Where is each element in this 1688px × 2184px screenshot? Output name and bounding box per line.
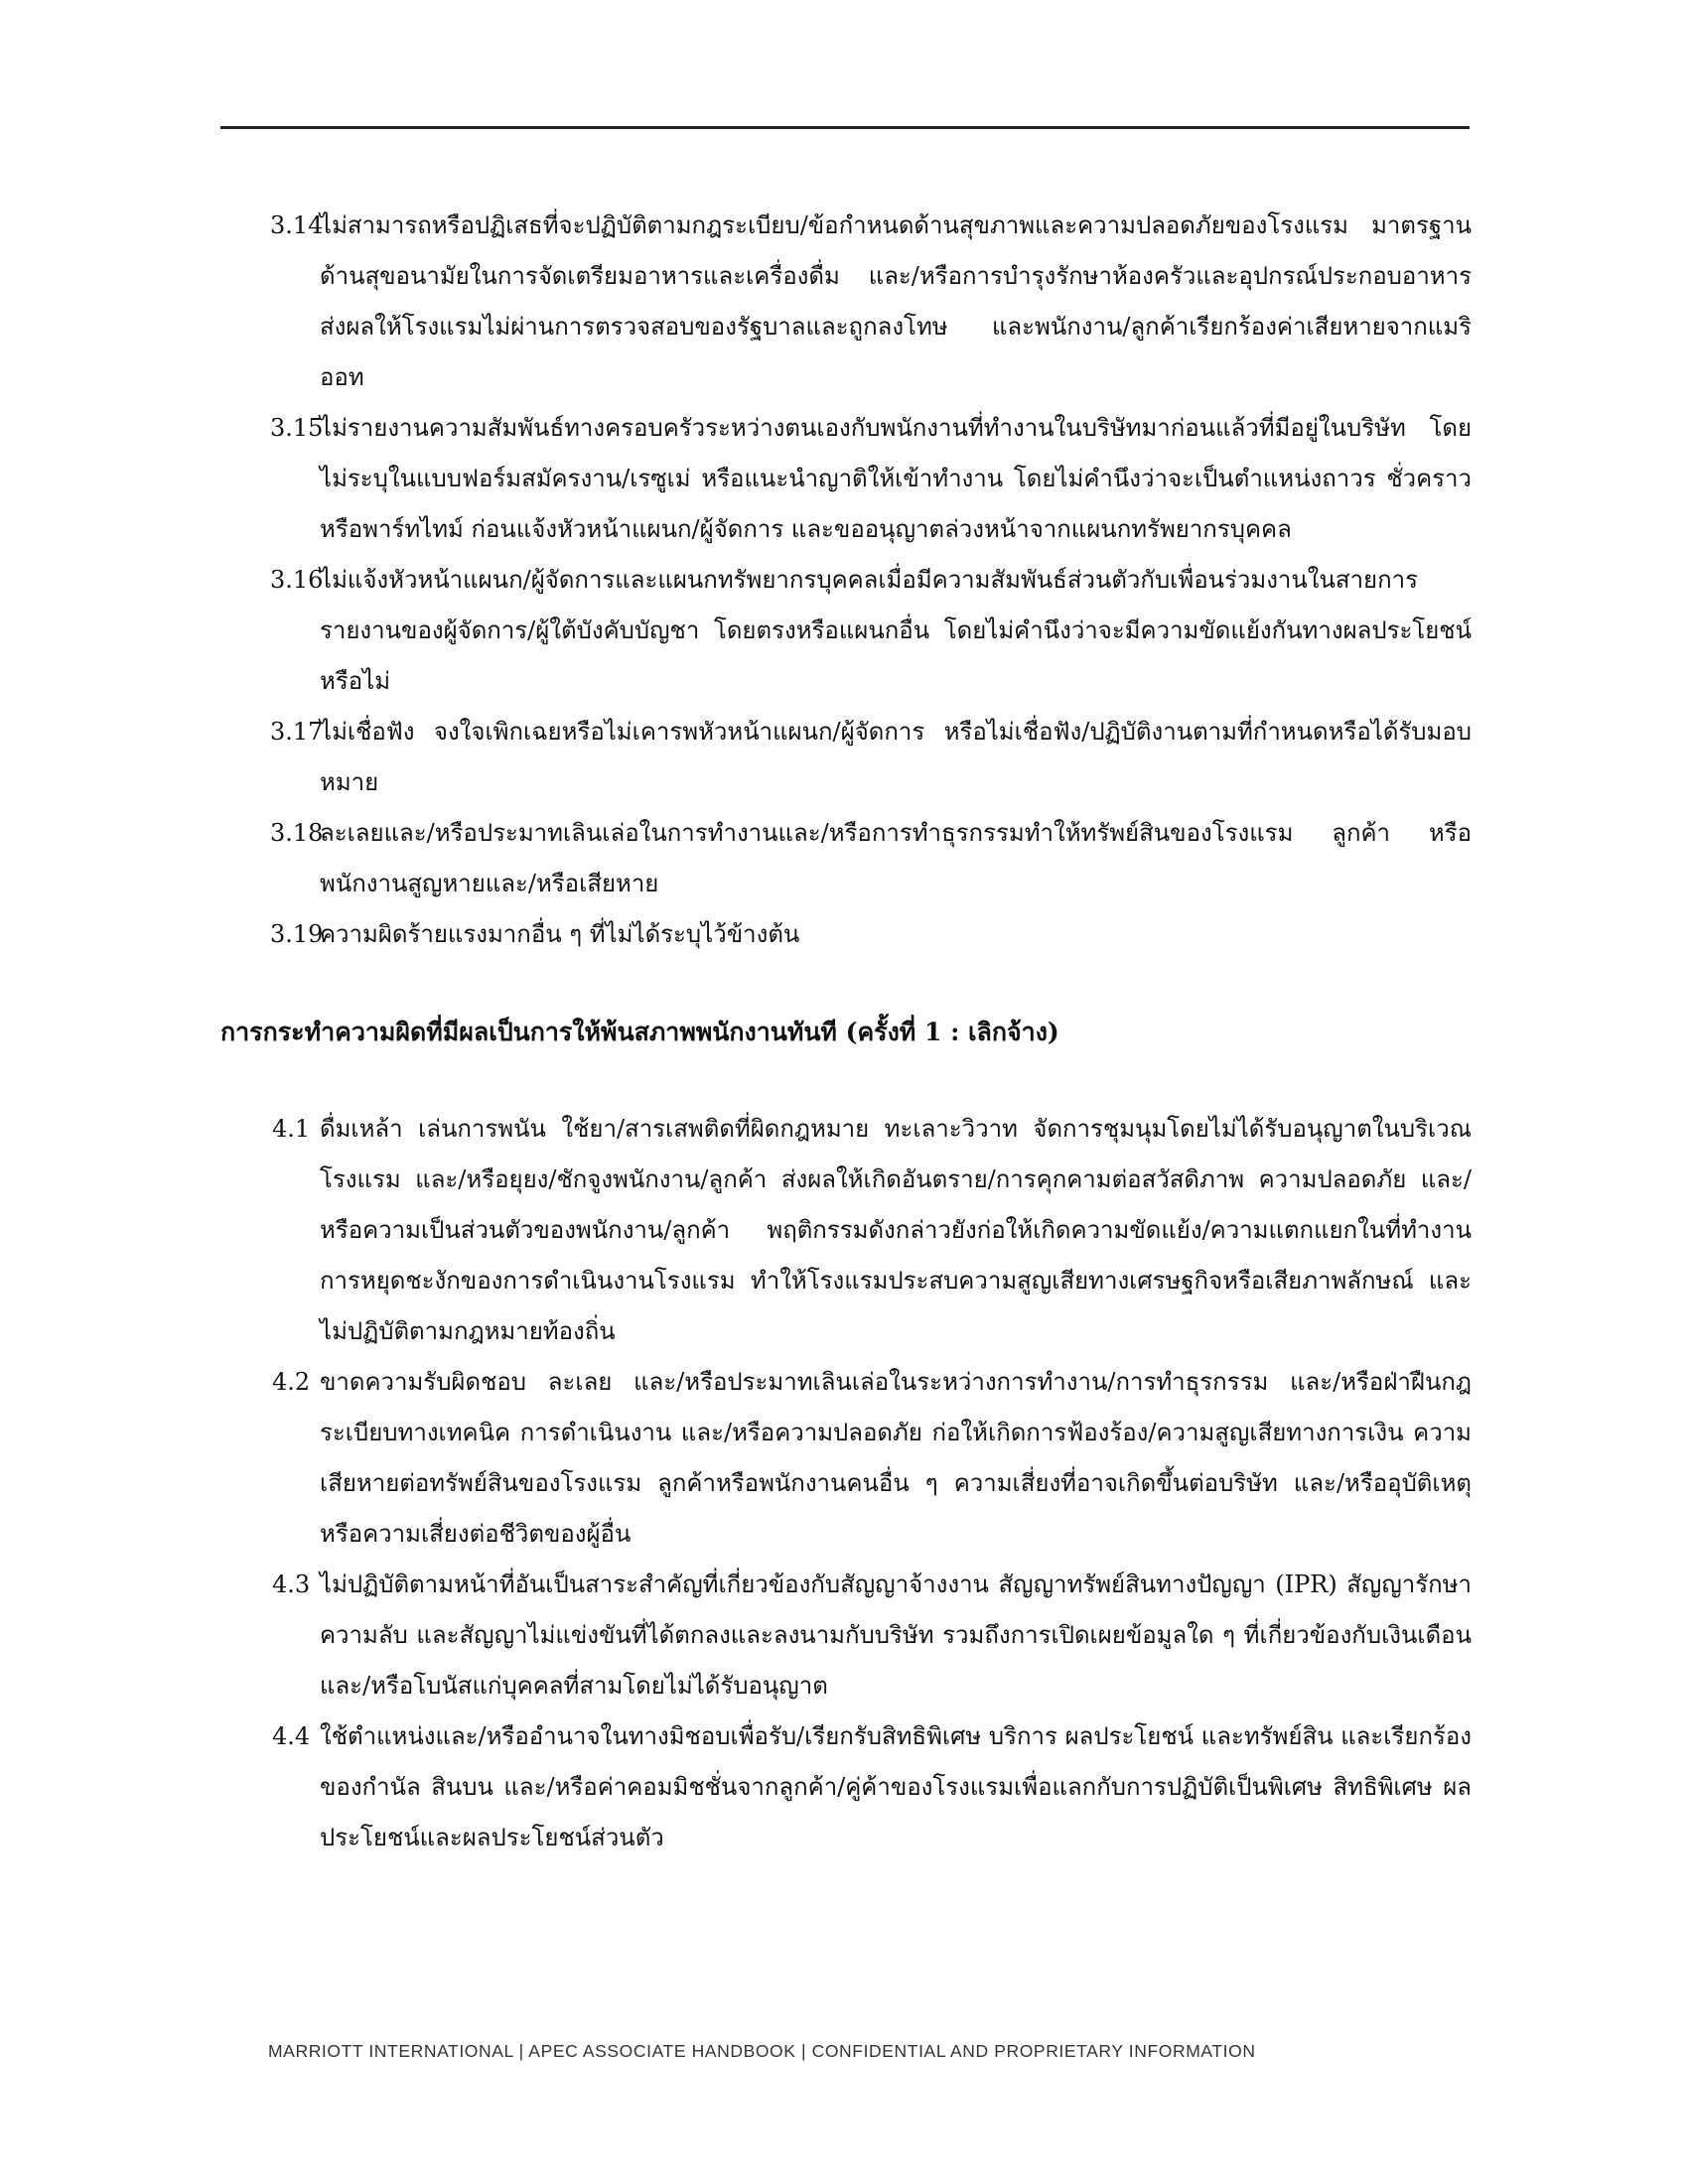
list-item (220, 201, 1472, 403)
item-text: ไม่สามารถหรือปฏิเสธที่จะปฏิบัติตามกฎระเบียบ/ข้อกำหนดด้านสุขภาพและความปลอดภัยของโรงแรม มาตรฐานด้านสุขอนามัยในการจัดเตรียมอาหารและเครื่องดื่ม และ/หรือการบำรุงรักษาห้องครัวและอุปกรณ์ประกอบอาหาร ส่งผลให้โรงแรมไม่ผ่านการตรวจสอบของรัฐบาลและถูกลงโทษ และพนักงาน/ลูกค้าเรียกร้องค่าเสียหายจากแมริออท (320, 211, 1472, 391)
item-number: 3.18 (270, 819, 324, 847)
list-item (220, 1104, 1472, 1357)
item-number: 3.15 (270, 414, 324, 442)
item-number: 3.16 (270, 566, 324, 594)
document-body (220, 201, 1472, 1863)
list-item (220, 1560, 1472, 1711)
list-item (220, 707, 1472, 808)
item-text: ขาดความรับผิดชอบ ละเลย และ/หรือประมาทเลินเล่อในระหว่างการทำงาน/การทำธุรกรรม และ/หรือฝ่าฝืนกฎระเบียบทางเทคนิค การดำเนินงาน และ/หรือความปลอดภัย ก่อให้เกิดการฟ้องร้อง/ความสูญเสียทางการเงิน ความเสียหายต่อทรัพย์สินของโรงแรม ลูกค้าหรือพนักงานคนอื่น ๆ ความเสี่ยงที่อาจเกิดขึ้นต่อบริษัท และ/หรืออุบัติเหตุ หรือความเสี่ยงต่อชีวิตของผู้อื่น (320, 1368, 1472, 1548)
item-text: ไม่เชื่อฟัง จงใจเพิกเฉยหรือไม่เคารพหัวหน้าแผนก/ผู้จัดการ หรือไม่เชื่อฟัง/ปฏิบัติงานตามที่กำหนดหรือได้รับมอบหมาย (320, 718, 1472, 796)
list-item (220, 808, 1472, 909)
item-number: 3.19 (270, 920, 324, 948)
item-number: 4.2 (272, 1368, 311, 1396)
item-text: ไม่แจ้งหัวหน้าแผนก/ผู้จัดการและแผนกทรัพยากรบุคคลเมื่อมีความสัมพันธ์ส่วนตัวกับเพื่อนร่วมงานในสายการรายงานของผู้จัดการ/ผู้ใต้บังคับบัญชา โดยตรงหรือแผนกอื่น โดยไม่คำนึงว่าจะมีความขัดแย้งกันทางผลประโยชน์หรือไม่ (320, 566, 1472, 695)
header-rule (220, 126, 1470, 129)
item-number: 3.17 (270, 718, 324, 746)
item-number: 4.1 (272, 1115, 311, 1143)
item-text: ไม่รายงานความสัมพันธ์ทางครอบครัวระหว่างตนเองกับพนักงานที่ทำงานในบริษัทมาก่อนแล้วที่มีอยู่ในบริษัท โดยไม่ระบุในแบบฟอร์มสมัครงาน/เรซูเม่ หรือแนะนำญาติให้เข้าทำงาน โดยไม่คำนึงว่าจะเป็นตำแหน่งถาวร ชั่วคราว หรือพาร์ทไทม์ ก่อนแจ้งหัวหน้าแผนก/ผู้จัดการ และขออนุญาตล่วงหน้าจากแผนกทรัพยากรบุคคล (320, 414, 1472, 543)
item-number: 4.4 (272, 1722, 311, 1750)
item-text: ดื่มเหล้า เล่นการพนัน ใช้ยา/สารเสพติดที่ผิดกฎหมาย ทะเลาะวิวาท จัดการชุมนุมโดยไม่ได้รับอนุญาตในบริเวณโรงแรม และ/หรือยุยง/ชักจูงพนักงาน/ลูกค้า ส่งผลให้เกิดอันตราย/การคุกคามต่อสวัสดิภาพ ความปลอดภัย และ/หรือความเป็นส่วนตัวของพนักงาน/ลูกค้า พฤติกรรมดังกล่าวยังก่อให้เกิดความขัดแย้ง/ความแตกแยกในที่ทำงาน การหยุดชะงักของการดำเนินงานโรงแรม ทำให้โรงแรมประสบความสูญเสียทางเศรษฐกิจหรือเสียภาพลักษณ์ และไม่ปฏิบัติตามกฎหมายท้องถิ่น (320, 1115, 1472, 1345)
section-heading: การกระทำความผิดที่มีผลเป็นการให้พ้นสภาพพนักงานทันที (ครั้งที่ 1 : เลิกจ้าง) (220, 1018, 1059, 1046)
list-item (220, 403, 1472, 555)
item-number: 4.3 (272, 1570, 311, 1598)
page-footer: MARRIOTT INTERNATIONAL | APEC ASSOCIATE HANDBOOK | CONFIDENTIAL AND PROPRIETARY INFORMATION (268, 2041, 1256, 2061)
item-number: 3.14 (270, 211, 324, 239)
item-text: ใช้ตำแหน่งและ/หรืออำนาจในทางมิชอบเพื่อรับ/เรียกรับสิทธิพิเศษ บริการ ผลประโยชน์ และทรัพย์สิน และเรียกร้องของกำนัล สินบน และ/หรือค่าคอมมิชชั่นจากลูกค้า/คู่ค้าของโรงแรมเพื่อแลกกับการปฏิบัติเป็นพิเศษ สิทธิพิเศษ ผลประโยชน์และผลประโยชน์ส่วนตัว (320, 1722, 1472, 1851)
list-item (220, 1711, 1472, 1863)
item-text: ละเลยและ/หรือประมาทเลินเล่อในการทำงานและ/หรือการทำธุรกรรมทำให้ทรัพย์สินของโรงแรม ลูกค้า หรือพนักงานสูญหายและ/หรือเสียหาย (320, 819, 1472, 897)
item-text: ไม่ปฏิบัติตามหน้าที่อันเป็นสาระสำคัญที่เกี่ยวข้องกับสัญญาจ้างงาน สัญญาทรัพย์สินทางปัญญา (IPR) สัญญารักษาความลับ และสัญญาไม่แข่งขันที่ได้ตกลงและลงนามกับบริษัท รวมถึงการเปิดเผยข้อมูลใด ๆ ที่เกี่ยวข้องกับเงินเดือนและ/หรือโบนัสแก่บุคคลที่สามโดยไม่ได้รับอนุญาต (320, 1570, 1472, 1700)
list-item (220, 555, 1472, 707)
item-text: ความผิดร้ายแรงมากอื่น ๆ ที่ไม่ได้ระบุไว้ข้างต้น (320, 920, 800, 948)
list-item (220, 1357, 1472, 1560)
section-serious-offenses (220, 201, 1472, 960)
section-immediate-termination (220, 1104, 1472, 1863)
list-item (220, 909, 1472, 960)
